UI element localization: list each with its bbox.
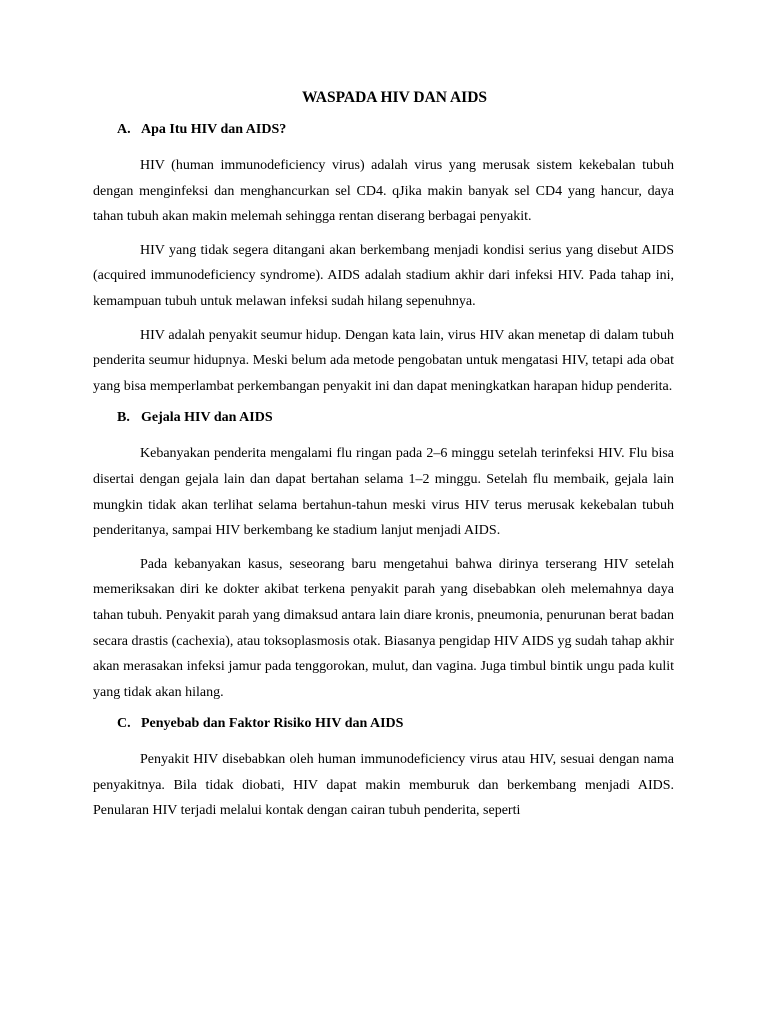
paragraph: Penyakit HIV disebabkan oleh human immunodeficiency virus atau HIV, sesuai dengan nama penyakitnya. Bila tidak diobati, HIV dapat makin memburuk dan berkembang menjadi AIDS. Penularan HIV terjadi melalui kontak dengan cairan tubuh penderita, seperti	[93, 752, 674, 819]
paragraph: Pada kebanyakan kasus, seseorang baru mengetahui bahwa dirinya terserang HIV setelah memeriksakan diri ke dokter akibat terkena penyakit parah yang disebabkan oleh melemahnya daya tahan tubuh. Penyakit parah yang dimaksud antara lain diare kronis, pneumonia, penurunan berat badan secara drastis (cachexia), atau toksoplasmosis otak. Biasanya pengidap HIV AIDS yg sudah tahap akhir akan merasakan infeksi jamur pada tenggorokan, mulut, dan vagina. Juga timbul bintik ungu pada kulit yang tidak akan hilang.	[93, 556, 674, 700]
section-title: Gejala HIV dan AIDS	[141, 410, 273, 426]
document-body	[93, 86, 674, 832]
section-letter: B.	[117, 410, 130, 426]
document-title: WASPADA HIV DAN AIDS	[301, 89, 488, 106]
section-letter: A.	[117, 122, 131, 137]
section-letter: C.	[117, 716, 131, 732]
section-title: Apa Itu HIV dan AIDS?	[141, 122, 287, 137]
section-title: Penyebab dan Faktor Risiko HIV dan AIDS	[141, 716, 404, 732]
section-heading-c	[93, 713, 674, 735]
section-heading-b	[93, 407, 674, 429]
paragraph: HIV yang tidak segera ditangani akan berkembang menjadi kondisi serius yang disebut AIDS (acquired immunodeficiency syndrome). AIDS adalah stadium akhir dari infeksi HIV. Pada tahap ini, kemampuan tubuh untuk melawan infeksi sudah hilang sepenuhnya.	[93, 242, 674, 309]
section-heading-a	[93, 119, 674, 141]
paragraph: HIV adalah penyakit seumur hidup. Dengan kata lain, virus HIV akan menetap di dalam tubuh penderita seumur hidupnya. Meski belum ada metode pengobatan untuk mengatasi HIV, tetapi ada obat yang bisa memperlambat perkembangan penyakit ini dan dapat meningkatkan harapan hidup penderita.	[93, 327, 674, 394]
paragraph: HIV (human immunodeficiency virus) adalah virus yang merusak sistem kekebalan tubuh dengan menginfeksi dan menghancurkan sel CD4. qJika makin banyak sel CD4 yang hancur, daya tahan tubuh akan makin melemah sehingga rentan diserang berbagai penyakit.	[93, 158, 674, 225]
paragraph: Kebanyakan penderita mengalami flu ringan pada 2–6 minggu setelah terinfeksi HIV. Flu bisa disertai dengan gejala lain dan dapat bertahan selama 1–2 minggu. Setelah flu membaik, gejala lain mungkin tidak akan terlihat selama bertahun-tahun meski virus HIV terus merusak kekebalan tubuh penderitanya, sampai HIV berkembang ke stadium lanjut menjadi AIDS.	[93, 446, 674, 539]
